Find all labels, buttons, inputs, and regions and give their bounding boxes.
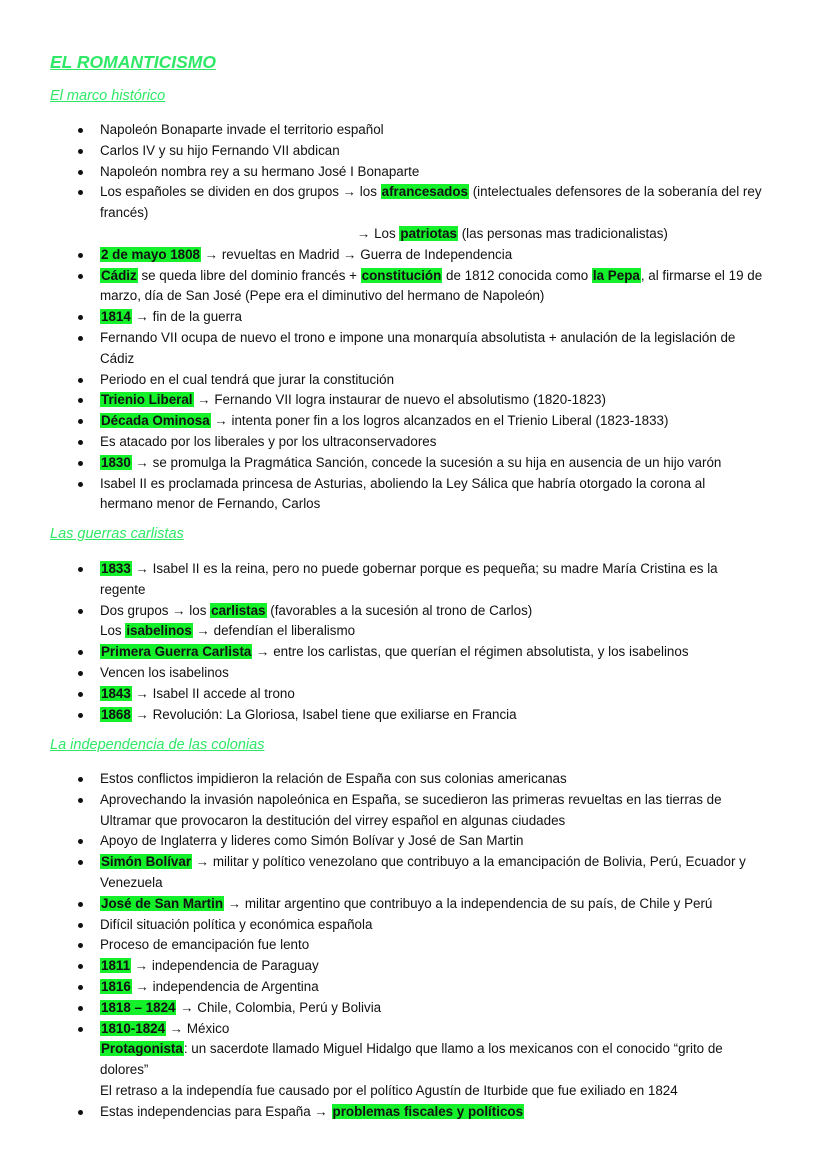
bullet-icon <box>78 149 83 154</box>
highlight: problemas fiscales y políticos <box>332 1103 524 1119</box>
bullet-icon <box>78 798 83 803</box>
bullet-icon <box>78 1110 83 1115</box>
highlight: constitución <box>361 267 442 283</box>
list-item: Estos conflictos impidieron la relación de España con sus colonias americanas <box>0 769 828 790</box>
bullet-icon <box>78 440 83 445</box>
bullet-icon <box>78 713 83 718</box>
list-item: Es atacado por los liberales y por los ultraconservadores <box>0 432 828 453</box>
list-item: Simón Bolívar → militar y político venezolano que contribuyo a la emancipación de Bolivia, Perú, Ecuador y Venezuela <box>0 852 828 894</box>
list-item: Napoleón nombra rey a su hermano José I Bonaparte <box>0 162 828 183</box>
list-item: Vencen los isabelinos <box>0 663 828 684</box>
list-item: Napoleón Bonaparte invade el territorio español <box>0 120 828 141</box>
highlight: Simón Bolívar <box>101 854 192 870</box>
bullet-icon <box>78 128 83 133</box>
highlight: 1814 <box>101 309 131 325</box>
list-item: Década Ominosa → intenta poner fin a los logros alcanzados en el Trienio Liberal (1823-1833) <box>0 411 828 432</box>
bullet-icon <box>78 190 83 195</box>
list-item: 1843 → Isabel II accede al trono <box>0 684 828 705</box>
section-heading-colonias: La independencia de las colonias <box>50 737 265 753</box>
carlistas-list <box>0 559 828 725</box>
highlight: Cádiz <box>101 267 137 283</box>
highlight: Década Ominosa <box>101 413 210 429</box>
list-item: Carlos IV y su hijo Fernando VII abdican <box>0 141 828 162</box>
bullet-icon <box>78 378 83 383</box>
highlight: 1833 <box>101 561 131 576</box>
bullet-icon <box>78 398 83 403</box>
highlight: 1818 – 1824 <box>101 999 176 1015</box>
bullet-icon <box>78 461 83 466</box>
bullet-icon <box>78 671 83 676</box>
list-item: Estas independencias para España → problemas fiscales y políticos <box>0 1102 828 1123</box>
highlight: 1816 <box>101 978 131 994</box>
list-item: José de San Martin → militar argentino que contribuyo a la independencia de su país, de Chile y Perú <box>0 894 828 915</box>
highlight: 1811 <box>101 958 131 974</box>
list-item: Apoyo de Inglaterra y lideres como Simón Bolívar y José de San Martin <box>0 831 828 852</box>
list-item: Aprovechando la invasión napoleónica en España, se sucedieron las primeras revueltas en las tierras de Ultramar que provocaron la destitución del virrey español en algunas ciudades <box>0 790 828 832</box>
list-item: 1868 → Revolución: La Gloriosa, Isabel tiene que exiliarse en Francia <box>0 705 828 726</box>
list-item: Primera Guerra Carlista → entre los carlistas, que querían el régimen absolutista, y los isabelinos <box>0 642 828 663</box>
list-item: 1816 → independencia de Argentina <box>0 977 828 998</box>
bullet-icon <box>78 943 83 948</box>
bullet-icon <box>78 985 83 990</box>
highlight: isabelinos <box>126 623 192 639</box>
highlight: José de San Martin <box>101 895 224 911</box>
list-item: 1811 → independencia de Paraguay <box>0 956 828 977</box>
bullet-icon <box>78 839 83 844</box>
bullet-icon <box>78 274 83 279</box>
list-item: Difícil situación política y económica española <box>0 915 828 936</box>
bullet-icon <box>78 1006 83 1011</box>
list-item: 2 de mayo 1808 → revueltas en Madrid → Guerra de Independencia <box>0 245 828 266</box>
highlight: 1868 <box>101 706 131 722</box>
bullet-icon <box>78 964 83 969</box>
bullet-icon <box>78 336 83 341</box>
list-item: Los españoles se dividen en dos grupos → los afrancesados (intelectuales defensores de la soberanía del rey francés) <box>0 182 828 224</box>
bullet-icon <box>78 482 83 487</box>
bullet-icon <box>78 777 83 782</box>
bullet-icon <box>78 315 83 320</box>
highlight: 1830 <box>101 454 131 470</box>
list-item: 1830 → se promulga la Pragmática Sanción, concede la sucesión a su hija en ausencia de un hijo varón <box>0 453 828 474</box>
bullet-icon <box>78 923 83 928</box>
list-item: 1818 – 1824 → Chile, Colombia, Perú y Bolivia <box>0 998 828 1019</box>
highlight: Trienio Liberal <box>101 392 193 408</box>
list-item: Periodo en el cual tendrá que jurar la constitución <box>0 370 828 391</box>
list-item: 1833 → Isabel II es la reina, pero no puede gobernar porque es pequeña; su madre María Cristina es la regente <box>0 559 828 601</box>
document-title: EL ROMANTICISMO <box>50 52 216 72</box>
section-heading-carlistas: Las guerras carlistas <box>50 526 184 542</box>
highlight: Protagonista <box>101 1041 183 1057</box>
list-item: Trienio Liberal → Fernando VII logra instaurar de nuevo el absolutismo (1820-1823) <box>0 390 828 411</box>
highlight: Primera Guerra Carlista <box>101 644 252 660</box>
bullet-icon <box>78 860 83 865</box>
list-item: Cádiz se queda libre del dominio francés + constitución de 1812 conocida como la Pepa, al firmarse el 19 de marzo, día de San José (Pepe era el diminutivo del hermano de Napoleón) <box>0 266 828 308</box>
bullet-icon <box>78 170 83 175</box>
highlight: carlistas <box>211 602 266 618</box>
highlight: 1810-1824 <box>101 1020 166 1036</box>
bullet-icon <box>78 609 83 614</box>
list-item: 1814 → fin de la guerra <box>0 307 828 328</box>
highlight: 1843 <box>101 685 131 701</box>
list-item: Isabel II es proclamada princesa de Asturias, aboliendo la Ley Sálica que habría otorgado la corona al hermano menor de Fernando, Carlos <box>0 474 828 516</box>
highlight: patriotas <box>400 225 457 241</box>
bullet-icon <box>78 253 83 258</box>
highlight: 2 de mayo 1808 <box>101 246 201 262</box>
list-item: Proceso de emancipación fue lento <box>0 935 828 956</box>
bullet-icon <box>78 419 83 424</box>
bullet-icon <box>78 902 83 907</box>
list-item: Fernando VII ocupa de nuevo el trono e impone una monarquía absolutista + anulación de la legislación de Cádiz <box>0 328 828 370</box>
section-heading-marco: El marco histórico <box>50 88 166 104</box>
highlight: afrancesados <box>381 184 468 200</box>
highlight: la Pepa <box>592 267 640 283</box>
bullet-icon <box>78 567 83 572</box>
colonias-list <box>0 769 828 1123</box>
bullet-icon <box>78 692 83 697</box>
list-continuation: → Los patriotas (las personas mas tradicionalistas) <box>357 225 668 241</box>
marco-list <box>0 120 828 515</box>
bullet-icon <box>78 650 83 655</box>
bullet-icon <box>78 1027 83 1032</box>
list-item: Dos grupos → los carlistas (favorables a la sucesión al trono de Carlos) Los isabelinos → defendían el liberalismo <box>0 601 828 643</box>
list-item: 1810-1824 → México Protagonista: un sacerdote llamado Miguel Hidalgo que llamo a los mexicanos con el conocido “grito de dolores” El retraso a la independía fue causado por el político Agustín de Iturbide que fue exiliado en 1824 <box>0 1019 828 1102</box>
